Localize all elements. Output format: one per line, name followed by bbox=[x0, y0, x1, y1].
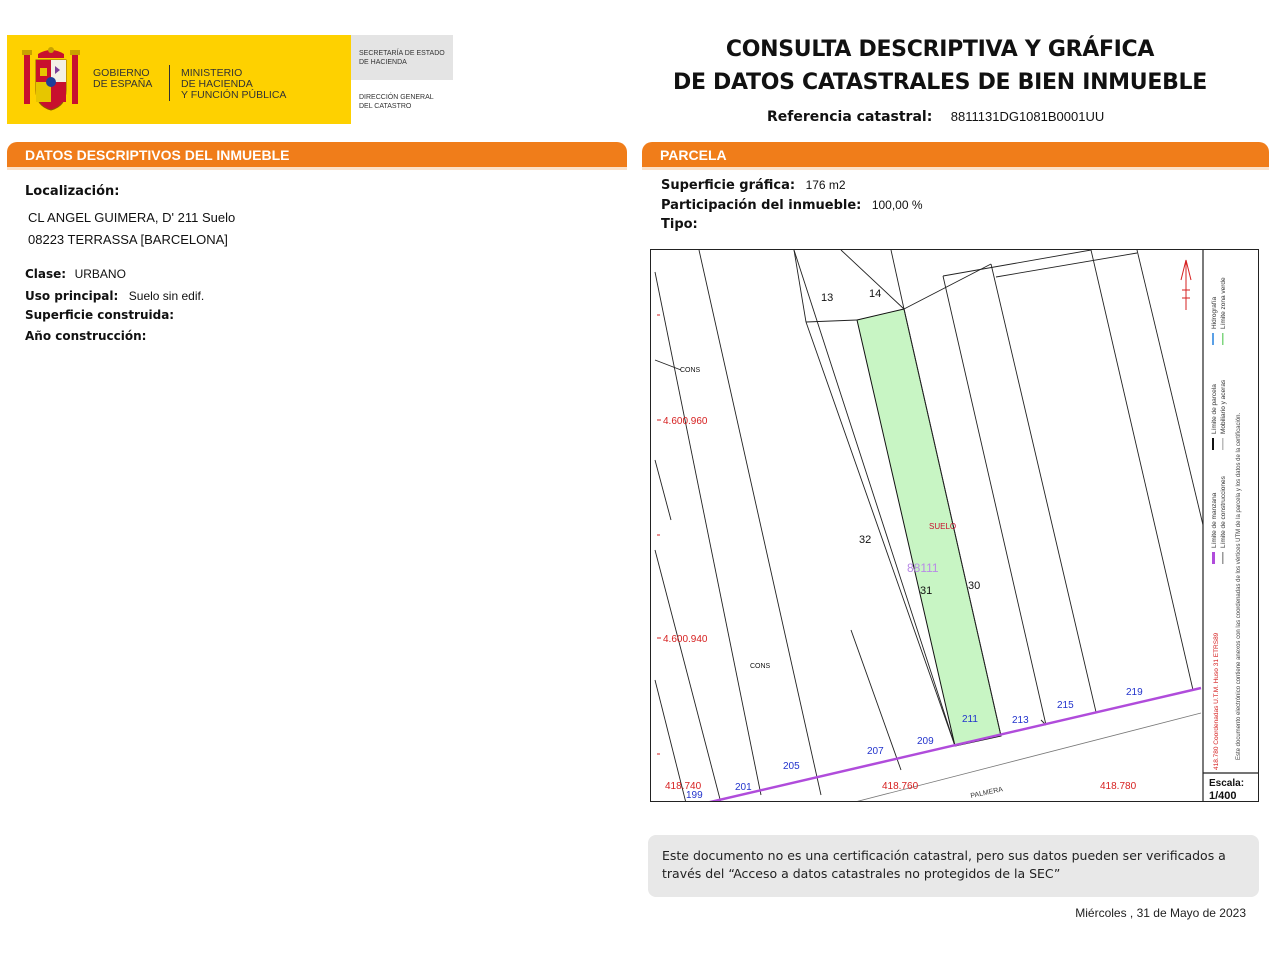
portal-215: 215 bbox=[1057, 700, 1074, 711]
coord-x-418760: 418.760 bbox=[882, 781, 919, 792]
parcela-header bbox=[642, 142, 1269, 167]
participacion-value: 100,00 % bbox=[871, 198, 923, 212]
legend-doc-note: Este documento electrónico contiene anexos con las coordenadas de los vértices UTM de la parcela y los datos de la certificación. bbox=[1236, 412, 1242, 760]
clase-label: Clase: bbox=[25, 267, 67, 281]
portal-207: 207 bbox=[867, 746, 884, 757]
address-line1: CL ANGEL GUIMERA, D' 211 Suelo bbox=[28, 210, 236, 225]
scale-value: 1/400 bbox=[1209, 790, 1237, 802]
page-title-line2: DE DATOS CATASTRALES DE BIEN INMUEBLE bbox=[672, 70, 1207, 95]
label-14: 14 bbox=[869, 288, 882, 300]
section-underline bbox=[642, 167, 1269, 170]
logo-divider bbox=[169, 65, 170, 101]
portal-213: 213 bbox=[1012, 715, 1029, 726]
scale-label: Escala: bbox=[1209, 778, 1245, 789]
referencia-label: Referencia catastral: bbox=[767, 109, 933, 125]
address-line2: 08223 TERRASSA [BARCELONA] bbox=[28, 232, 228, 247]
uso-label: Uso principal: bbox=[25, 289, 119, 303]
page-title-line1: CONSULTA DESCRIPTIVA Y GRÁFICA bbox=[725, 37, 1155, 62]
street-name: PALMERA bbox=[969, 786, 1004, 800]
tipo-label: Tipo: bbox=[661, 217, 698, 232]
referencia-row bbox=[767, 108, 1104, 126]
superficie-construida-label: Superficie construida: bbox=[25, 308, 175, 322]
uso-row bbox=[25, 287, 204, 305]
direccion-label: DIRECCIÓN GENERAL DEL CATASTRO bbox=[359, 94, 434, 110]
coat-of-arms-icon bbox=[20, 44, 82, 116]
coord-x-418740: 418.740 bbox=[665, 781, 702, 792]
coord-x-418780: 418.780 bbox=[1100, 781, 1137, 792]
legend-limite-construcciones: Límite de construcciones bbox=[1220, 476, 1227, 548]
superficie-grafica-row bbox=[661, 176, 846, 194]
portal-219: 219 bbox=[1126, 687, 1143, 698]
superficie-grafica-value: 176 m2 bbox=[805, 178, 846, 192]
portal-211: 211 bbox=[962, 714, 978, 725]
label-30: 30 bbox=[968, 580, 981, 592]
portal-199: 199 bbox=[686, 790, 703, 801]
portal-201: 201 bbox=[735, 782, 752, 793]
superficie-grafica-label: Superficie gráfica: bbox=[661, 178, 796, 193]
referencia-value: 8811131DG1081B0001UU bbox=[950, 109, 1105, 124]
anio-construccion-label: Año construcción: bbox=[25, 329, 147, 343]
legend-limite-zona-verde: Límite zona verde bbox=[1220, 277, 1227, 329]
document-date: Miércoles , 31 de Mayo de 2023 bbox=[1075, 906, 1246, 920]
portal-209: 209 bbox=[917, 736, 934, 747]
label-cons-2: CONS bbox=[750, 663, 771, 670]
participacion-row bbox=[661, 196, 923, 214]
datos-descriptivos-header bbox=[7, 142, 627, 167]
label-13: 13 bbox=[821, 292, 834, 304]
portal-205: 205 bbox=[783, 761, 800, 772]
legend-limite-manzana: Límite de manzana bbox=[1211, 492, 1218, 548]
disclaimer-text: Este documento no es una certificación catastral, pero sus datos pueden ser verificados a través del “Acceso a datos catastrales no protegidos de la SEC” bbox=[662, 848, 1226, 881]
clase-value: URBANO bbox=[74, 267, 126, 281]
coord-y-4600960: 4.600.960 bbox=[663, 416, 708, 427]
legend-limite-parcela: Límite de parcela bbox=[1211, 384, 1218, 434]
legend-coords-note: 418.780 Coordenadas U.T.M. Huso 31 ETRS89 bbox=[1213, 632, 1220, 770]
north-arrow-icon bbox=[1181, 260, 1191, 310]
label-cons-1: CONS bbox=[680, 367, 701, 374]
label-suelo: SUELO bbox=[929, 522, 957, 531]
legend-hidrografia: Hidrografía bbox=[1211, 296, 1218, 329]
uso-value: Suelo sin edif. bbox=[128, 289, 205, 303]
section-title: DATOS DESCRIPTIVOS DEL INMUEBLE bbox=[25, 147, 290, 163]
legend-mobiliario-aceras: Mobiliario y aceras bbox=[1220, 379, 1227, 434]
clase-row bbox=[25, 265, 126, 283]
gobierno-label: GOBIERNO DE ESPAÑA bbox=[93, 67, 153, 90]
coord-y-4600940: 4.600.940 bbox=[663, 634, 708, 645]
participacion-label: Participación del inmueble: bbox=[661, 198, 862, 213]
ministerio-label: MINISTERIO DE HACIENDA Y FUNCIÓN PÚBLICA bbox=[181, 67, 287, 101]
label-32: 32 bbox=[859, 534, 872, 546]
section-underline bbox=[7, 167, 627, 170]
label-parcel-number: 88111 bbox=[907, 561, 939, 575]
label-31: 31 bbox=[920, 585, 933, 597]
secretaria-label: SECRETARÍA DE ESTADO DE HACIENDA bbox=[359, 50, 445, 66]
localizacion-label: Localización: bbox=[25, 184, 120, 199]
section-title: PARCELA bbox=[660, 147, 727, 163]
cadastral-map[interactable] bbox=[650, 249, 1259, 802]
